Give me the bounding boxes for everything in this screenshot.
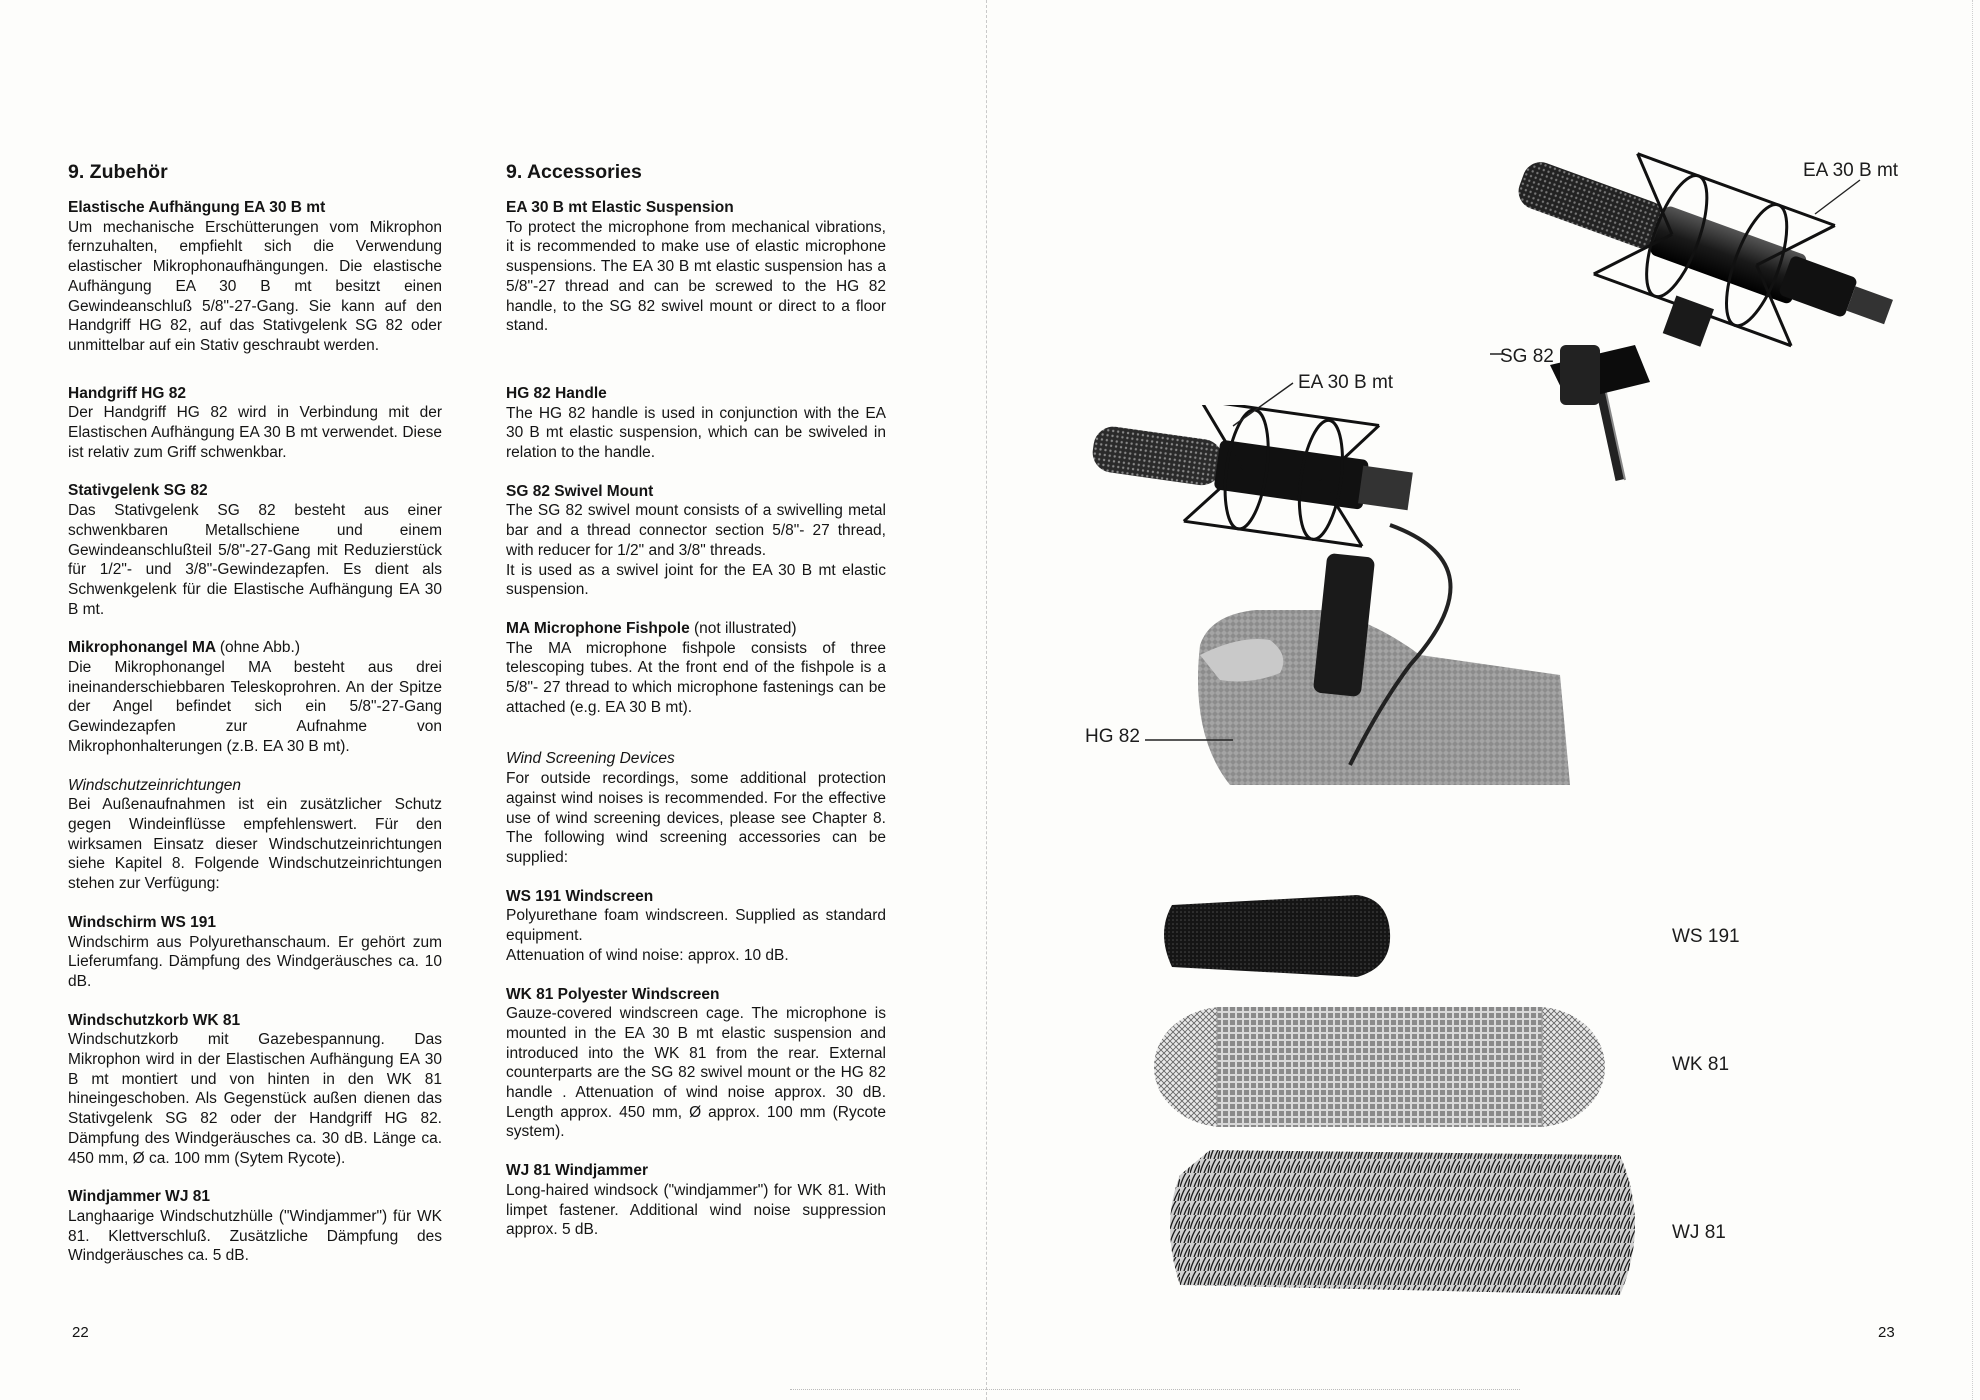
- section-body: Windschutzkorb mit Gazebespannung. Das Mikrophon wird in der Elastischen Aufhängung EA 30 B mt montiert und von hinten in den WK 81 hineingeschoben. Als Gegenstück außen dienen das Stativgelenk SG 82 oder der Handgriff HG 82. Dämpfung des Windgeräusches ca. 30 dB. Länge ca. 450 mm, Ø ca. 100 mm (Sytem Rycote).: [68, 1031, 442, 1167]
- page-number-right: 23: [1878, 1324, 1895, 1341]
- section-body: Long-haired windsock ("windjammer") for WK 81. With limpet fastener. Additional wind noise suppression approx. 5 dB.: [506, 1181, 886, 1239]
- label-wj81: WJ 81: [1672, 1222, 1726, 1243]
- section-heading: Windschutzkorb WK 81: [68, 1011, 241, 1029]
- section-heading: EA 30 B mt Elastic Suspension: [506, 199, 734, 216]
- label-ea30b-top: EA 30 B mt: [1803, 160, 1899, 181]
- section-wj81-en: [506, 1161, 886, 1240]
- section-heading: WK 81 Polyester Windscreen: [506, 985, 720, 1003]
- photo-wk81: [1152, 1005, 1607, 1130]
- section-body: Gauze-covered windscreen cage. The microphone is mounted in the EA 30 B mt elastic suspension and introduced into the WK 81 from the rear. External counterparts are the SG 82 swivel mount or the HG 82 handle . Attenuation of wind noise approx. 30 dB. Length approx. 450 mm, Ø approx. 100 mm (Rycote system).: [506, 1005, 886, 1141]
- section-body-extra: It is used as a swivel joint for the EA 30 B mt elastic suspension.: [506, 561, 886, 599]
- photo-ws191: [1152, 895, 1392, 977]
- chapter-title-en: 9. Accessories: [506, 161, 642, 183]
- german-column: [68, 160, 442, 1285]
- section-heading: Windjammer WJ 81: [68, 1188, 210, 1206]
- section-hg82-de: [68, 384, 442, 463]
- section-body: To protect the microphone from mechanical vibrations, it is recommended to make use of elastic microphone suspensions. The EA 30 B mt elastic suspension has a 5/8"-27 thread and can be screwed to the HG 82 handle, to the SG 82 swivel mount or direct to a floor stand.: [506, 218, 886, 335]
- section-heading: WS 191 Windscreen: [506, 887, 654, 905]
- scan-edge-right: [1972, 0, 1973, 1400]
- chapter-title-de: 9. Zubehör: [68, 161, 168, 183]
- section-body: The MA microphone fishpole consists of three telescoping tubes. At the front end of the fishpole is a 5/8"- 27 thread to which microphone fastenings can be attached (e.g. EA 30 B mt).: [506, 639, 886, 716]
- section-heading: Mikrophonangel MA (ohne Abb.): [68, 639, 300, 657]
- heading-note: (ohne Abb.): [219, 639, 300, 657]
- english-column: [506, 160, 886, 1259]
- section-body: Die Mikrophonangel MA besteht aus drei ineinanderschiebbaren Teleskoprohren. An der Spitze der Angel befindet sich ein 5/8"-27-Gang Gewindezapfen zur Aufnahme von Mikrophonhalterungen (z.B. EA 30 B mt).: [68, 659, 442, 755]
- page-fold: [986, 0, 987, 1400]
- section-body-extra: Attenuation of wind noise: approx. 10 dB.: [506, 946, 789, 964]
- section-ea30-en: [506, 198, 886, 336]
- section-wk81-de: [68, 1011, 442, 1169]
- label-leader-hg: [1145, 735, 1235, 745]
- section-body: The HG 82 handle is used in conjunction with the EA 30 B mt elastic suspension, which can be swiveled in relation to the handle.: [506, 404, 886, 462]
- section-ea30-de: [68, 198, 442, 356]
- label-leader-ea-mid: [1228, 380, 1298, 430]
- section-body: Langhaarige Windschutzhülle ("Windjammer") für WK 81. Klettverschluß. Zusätzliche Dämpfung des Windgeräusches ca. 5 dB.: [68, 1207, 442, 1265]
- section-heading: MA Microphone Fishpole (not illustrated): [506, 619, 797, 637]
- section-heading: HG 82 Handle: [506, 384, 607, 402]
- section-ma-de: [68, 638, 442, 756]
- section-body: The SG 82 swivel mount consists of a swivelling metal bar and a thread connector section 5/8"- 27 thread, with reducer for 1/2" and 3/8" threads.: [506, 502, 886, 559]
- section-wind-en: [506, 749, 886, 867]
- section-ws191-de: [68, 913, 442, 992]
- section-heading: Handgriff HG 82: [68, 384, 186, 402]
- label-sg82: SG 82: [1500, 346, 1554, 367]
- section-body: Bei Außenaufnahmen ist ein zusätzlicher Schutz gegen Windeinflüsse empfehlenswert. Für den wirksamen Einsatz dieser Windschutzeinrichtungen siehe Kapitel 8. Folgende Windschutzeinrichtungen stehen zur Verfügung:: [68, 796, 442, 893]
- label-ws191: WS 191: [1672, 926, 1740, 947]
- section-wj81-de: [68, 1187, 442, 1266]
- section-heading: SG 82 Swivel Mount: [506, 482, 654, 500]
- section-body: For outside recordings, some additional protection against wind noises is recommended. For the effective use of wind screening devices, please see Chapter 8. The following wind screening accessories can be supplied:: [506, 770, 886, 866]
- label-hg82: HG 82: [1085, 726, 1140, 747]
- section-hg82-en: [506, 384, 886, 463]
- heading-note: (not illustrated): [694, 619, 797, 637]
- section-body: Um mechanische Erschütterungen vom Mikrophon fernzuhalten, empfiehlt sich die Verwendung elastischer Mikrophonaufhängungen. Die elastische Aufhängung EA 30 B mt besitzt einen Gewindeanschluß 5/8"-27-Gang. Sie kann auf den Handgriff HG 82, auf das Stativgelenk SG 82 oder unmittelbar auf ein Stativ geschraubt werden.: [68, 218, 442, 354]
- section-body: Polyurethane foam windscreen. Supplied as standard equipment.: [506, 907, 886, 945]
- label-leader-ea-top: [1810, 178, 1870, 218]
- section-heading: Stativgelenk SG 82: [68, 482, 208, 500]
- label-ea30b-mid: EA 30 B mt: [1298, 372, 1394, 393]
- section-ma-en: [506, 619, 886, 718]
- section-sg82-de: [68, 481, 442, 619]
- section-sg82-en: [506, 482, 886, 600]
- label-wk81: WK 81: [1672, 1054, 1730, 1075]
- section-body: Windschirm aus Polyurethanschaum. Er gehört zum Lieferumfang. Dämpfung des Windgeräusches ca. 10 dB.: [68, 933, 442, 990]
- photo-wj81: [1150, 1145, 1650, 1305]
- section-wind-de: [68, 776, 442, 894]
- section-wk81-en: [506, 985, 886, 1143]
- section-body: Das Stativgelenk SG 82 besteht aus einer schwenkbaren Metallschiene und einem Gewindeanschlußteil 5/8"-27-Gang mit Reduzierstück für 1/2"- und 3/8"-Gewindezapfen. Es dient als Schwenkgelenk für die Elastische Aufhängung EA 30 B mt.: [68, 502, 442, 618]
- photo-handle: [1080, 405, 1580, 785]
- section-heading: Wind Screening Devices: [506, 750, 675, 768]
- section-heading: Windschutzeinrichtungen: [68, 776, 242, 794]
- scan-edge: [790, 1389, 1520, 1390]
- section-heading: Windschirm WS 191: [68, 913, 217, 931]
- section-ws191-en: [506, 887, 886, 966]
- section-heading: WJ 81 Windjammer: [506, 1162, 648, 1180]
- section-heading: Elastische Aufhängung EA 30 B mt: [68, 199, 326, 216]
- section-body: Der Handgriff HG 82 wird in Verbindung mit der Elastischen Aufhängung EA 30 B mt verwendet. Diese ist relativ zum Griff schwenkbar.: [68, 404, 442, 461]
- page-number-left: 22: [72, 1324, 89, 1341]
